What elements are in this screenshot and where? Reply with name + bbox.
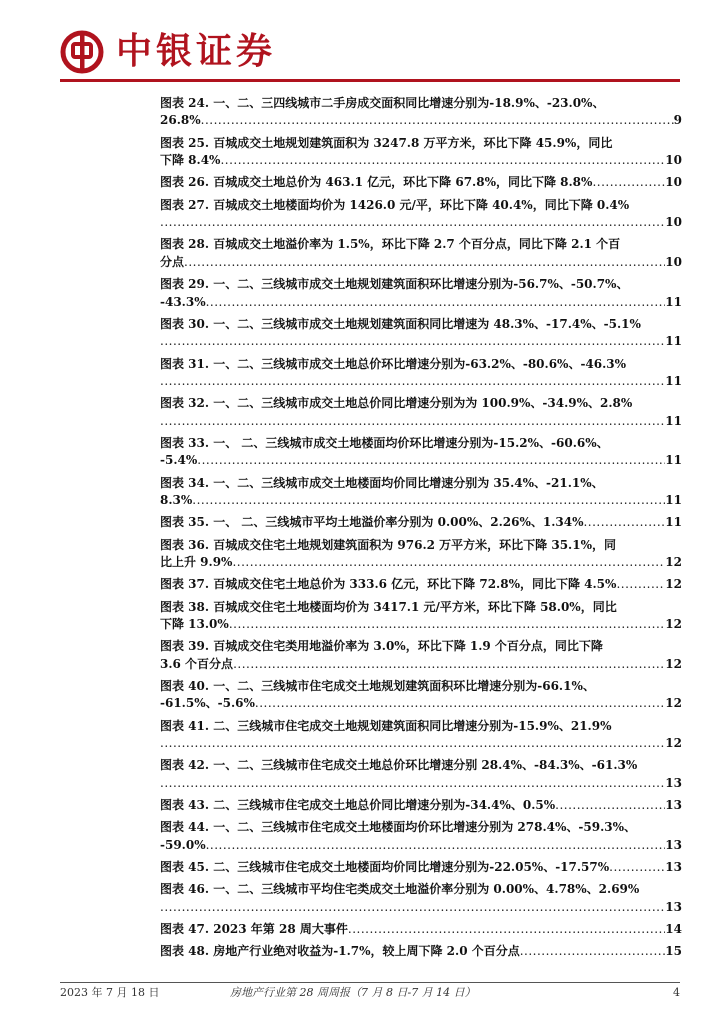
toc-page-number: 13	[665, 837, 682, 852]
toc-entry-title: 图表 48. 房地产行业绝对收益为-1.7%，较上周下降 2.0 个百分点	[160, 944, 520, 959]
toc-page-number: 10	[665, 153, 682, 168]
footer-page-number: 4	[673, 986, 680, 999]
toc-page-number: 12	[665, 696, 682, 711]
toc-page-number: 10	[665, 254, 682, 269]
dot-leader	[160, 735, 665, 752]
dot-leader	[583, 514, 665, 531]
toc-entry[interactable]	[160, 537, 682, 572]
toc-entry-title: 图表 45. 二、三线城市住宅成交土地楼面均价同比增速分别为-22.05%、-17.57%	[160, 860, 610, 875]
toc-page-number: 12	[665, 656, 682, 671]
dot-leader	[255, 695, 665, 712]
toc-entry-title: 图表 28. 百城成交土地溢价率为 1.5%，环比下降 2.7 个百分点，同比下降 2.1 个百	[160, 237, 621, 252]
toc-entry[interactable]	[160, 316, 682, 351]
toc-page-number: 12	[665, 555, 682, 570]
toc-entry[interactable]	[160, 276, 682, 311]
toc-page-number: 12	[665, 617, 682, 632]
toc-entry-title: 图表 27. 百城成交土地楼面均价为 1426.0 元/平，环比下降 40.4%，同比下降 0.4%	[160, 197, 630, 212]
dot-leader	[160, 899, 665, 916]
toc-entry-title: 图表 40. 一、二、三线城市住宅成交土地规划建筑面积环比增速分别为-66.1%、	[160, 679, 595, 694]
toc-entry-title: 图表 47. 2023 年第 28 周大事件	[160, 922, 348, 937]
toc-entry[interactable]	[160, 921, 682, 938]
toc-entry[interactable]	[160, 859, 682, 876]
toc-entry-title: 图表 36. 百城成交住宅土地规划建筑面积为 976.2 万平方米，环比下降 35.1%，同	[160, 537, 616, 552]
brand-name: 中银证券	[116, 31, 277, 72]
toc-entry-title: -61.5%、-5.6%	[160, 696, 255, 711]
toc-entry-title: 图表 46. 一、二、三线城市平均住宅类成交土地溢价率分别为 0.00%、4.78%、2.69%	[160, 882, 640, 897]
dot-leader	[348, 921, 665, 938]
toc-page-number: 11	[665, 373, 682, 388]
dot-leader	[220, 152, 665, 169]
toc-entry[interactable]	[160, 819, 682, 854]
toc-entry-title: 图表 29. 一、二、三线城市成交土地规划建筑面积环比增速分别为-56.7%、-50.7%、	[160, 277, 629, 292]
toc-entry[interactable]	[160, 135, 682, 170]
dot-leader	[229, 616, 665, 633]
toc-entry[interactable]	[160, 576, 682, 593]
toc-page-number: 14	[665, 922, 682, 937]
toc-entry-title: 下降 13.0%	[160, 617, 229, 632]
footer-date: 2023 年 7 月 18 日	[60, 986, 160, 999]
page-header	[60, 26, 680, 78]
toc-entry-title: 8.3%	[160, 493, 193, 508]
toc-page-number: 12	[665, 736, 682, 751]
dot-leader	[197, 452, 665, 469]
toc-page-number: 13	[665, 798, 682, 813]
toc-entry-title: 图表 34. 一、二、三线城市成交土地楼面均价同比增速分别为 35.4%、-21.1%、	[160, 475, 604, 490]
toc-entry[interactable]	[160, 514, 682, 531]
toc-entry-title: 图表 25. 百城成交土地规划建筑面积为 3247.8 万平方米，环比下降 45.9%，同比	[160, 135, 613, 150]
toc-entry-title: 图表 31. 一、二、三线城市成交土地总价环比增速分别为-63.2%、-80.6%、-46.3%	[160, 356, 627, 371]
toc-page-number: 10	[665, 175, 682, 190]
toc-page-number: 13	[665, 775, 682, 790]
dot-leader	[206, 837, 666, 854]
toc-entry-title: -43.3%	[160, 294, 206, 309]
dot-leader	[206, 294, 666, 311]
table-of-figures	[160, 95, 682, 966]
toc-entry-title: 图表 30. 一、二、三线城市成交土地规划建筑面积同比增速为 48.3%、-17.4%、-5.1%	[160, 316, 641, 331]
toc-page-number: 11	[665, 413, 682, 428]
dot-leader	[184, 254, 665, 271]
toc-entry[interactable]	[160, 356, 682, 391]
toc-entry-title: 图表 24. 一、二、三四线城市二手房成交面积同比增速分别为-18.9%、-23.0%、	[160, 96, 605, 110]
toc-page-number: 9	[673, 113, 682, 128]
toc-entry[interactable]	[160, 174, 682, 191]
toc-entry-title: -59.0%	[160, 837, 206, 852]
toc-entry-title: -5.4%	[160, 453, 198, 468]
toc-entry[interactable]	[160, 395, 682, 430]
toc-entry-title: 3.6 个百分点	[160, 656, 234, 671]
toc-entry[interactable]	[160, 95, 682, 130]
toc-entry[interactable]	[160, 638, 682, 673]
dot-leader	[609, 859, 665, 876]
dot-leader	[616, 576, 665, 593]
toc-entry-title: 图表 32. 一、二、三线城市成交土地总价同比增速分别为为 100.9%、-34.9%、2.8%	[160, 396, 633, 411]
toc-entry-title: 图表 33. 一、 二、三线城市成交土地楼面均价环比增速分别为-15.2%、-60.6%、	[160, 435, 609, 450]
dot-leader	[192, 492, 665, 509]
toc-entry-title: 下降 8.4%	[160, 153, 221, 168]
footer-report-title: 房地产行业第 28 周周报（7 月 8 日-7 月 14 日）	[230, 986, 476, 999]
toc-entry-title: 分点	[160, 254, 185, 269]
toc-entry-title: 图表 38. 百城成交住宅土地楼面均价为 3417.1 元/平方米，环比下降 58.0%，同比	[160, 599, 617, 614]
toc-entry[interactable]	[160, 881, 682, 916]
dot-leader	[233, 656, 665, 673]
toc-page-number: 13	[665, 899, 682, 914]
toc-entry-title: 图表 43. 二、三线城市住宅成交土地总价同比增速分别为-34.4%、0.5%	[160, 798, 556, 813]
toc-entry-title: 比上升 9.9%	[160, 555, 233, 570]
toc-entry-title: 图表 35. 一、 二、三线城市平均土地溢价率分别为 0.00%、2.26%、1.34%	[160, 515, 584, 530]
toc-entry[interactable]	[160, 599, 682, 634]
toc-page-number: 11	[665, 334, 682, 349]
toc-entry[interactable]	[160, 678, 682, 713]
dot-leader	[160, 333, 665, 350]
toc-entry[interactable]	[160, 797, 682, 814]
toc-entry-title: 26.8%	[160, 113, 201, 128]
dot-leader	[160, 373, 665, 390]
dot-leader	[160, 214, 665, 231]
toc-page-number: 15	[665, 944, 682, 959]
toc-entry[interactable]	[160, 475, 682, 510]
toc-page-number: 13	[665, 860, 682, 875]
dot-leader	[201, 112, 674, 129]
toc-page-number: 10	[665, 215, 682, 230]
toc-entry[interactable]	[160, 435, 682, 470]
bank-of-china-logo-icon	[60, 30, 104, 74]
toc-page-number: 11	[665, 493, 682, 508]
toc-page-number: 11	[665, 294, 682, 309]
toc-entry[interactable]	[160, 197, 682, 232]
dot-leader	[232, 554, 665, 571]
toc-entry[interactable]	[160, 757, 682, 792]
toc-entry-title: 图表 26. 百城成交土地总价为 463.1 亿元，环比下降 67.8%，同比下降 8.8%	[160, 175, 593, 190]
footer-rule	[60, 982, 680, 983]
toc-entry-title: 图表 37. 百城成交住宅土地总价为 333.6 亿元，环比下降 72.8%，同比下降 4.5%	[160, 577, 617, 592]
toc-entry-title: 图表 41. 二、三线城市住宅成交土地规划建筑面积同比增速分别为-15.9%、21.9%	[160, 718, 612, 733]
toc-entry-title: 图表 44. 一、二、三线城市住宅成交土地楼面均价环比增速分别为 278.4%、-59.3%、	[160, 820, 637, 835]
dot-leader	[592, 174, 665, 191]
header-rule	[60, 79, 680, 82]
dot-leader	[160, 413, 665, 430]
dot-leader	[520, 943, 666, 960]
toc-entry[interactable]	[160, 718, 682, 753]
toc-page-number: 11	[665, 515, 682, 530]
toc-page-number: 11	[665, 453, 682, 468]
dot-leader	[555, 797, 665, 814]
toc-page-number: 12	[665, 577, 682, 592]
dot-leader	[160, 775, 665, 792]
toc-entry[interactable]	[160, 236, 682, 271]
toc-entry[interactable]	[160, 943, 682, 960]
toc-entry-title: 图表 42. 一、二、三线城市住宅成交土地总价环比增速分别 28.4%、-84.3%、-61.3%	[160, 758, 638, 773]
toc-entry-title: 图表 39. 百城成交住宅类用地溢价率为 3.0%，环比下降 1.9 个百分点，同比下降	[160, 639, 603, 654]
